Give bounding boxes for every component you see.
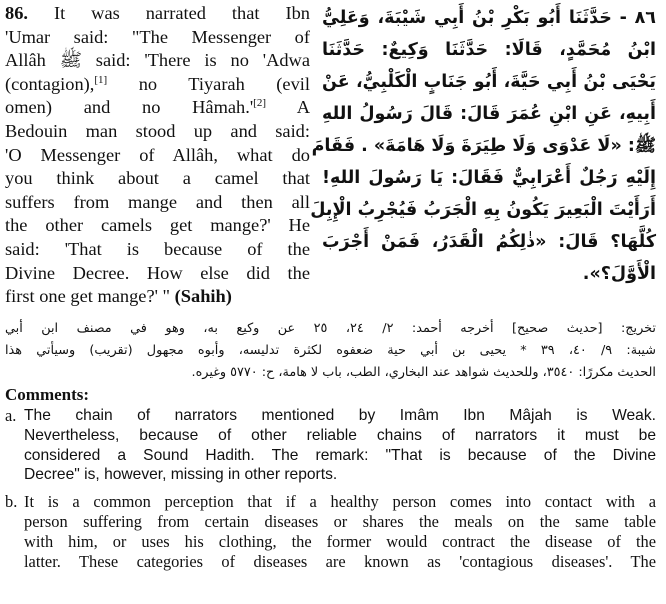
arabic-line: أَرَأَيْتَ الْبَعِيرَ يَكُونُ بِهِ الْجَرَبُ فَيُجْرِبُ الْإِبِلَ [310,200,656,220]
arabic-line: ﷺ: «لَا عَدْوَى وَلَا طِيَرَةَ وَلَا هَامَةَ» . فَقَامَ [311,136,656,156]
arabic-line: أَبِيهِ، عَنِ ابْنِ عُمَرَ قَالَ: قَالَ رَسُولُ اللهِ [322,104,656,124]
english-line: 86. It was narrated that Ibn [5,3,310,23]
takhrij-line: شيبة: ٩/ ٤٠، ٣٩ * يحيى بن أبي حية ضعفوه لكثرة تدليسه، وأبوه مجهول (تقريب) وسيأتي هذا [5,343,657,358]
takhrij-line: الحديث مكررًا: ٣٥٤٠، وللحديث شواهد عند البخاري، الطب، باب لا هامة، ح: ٥٧٧٠ وغيره. [191,365,656,380]
comment-line: It is a common perception that if a healthy person comes into contact with a [24,492,656,512]
english-line: first one get mange?' " (Sahih) [5,286,232,307]
comment-item [5,492,656,571]
footnote-marker: [1] [94,73,108,86]
comments-list [5,406,656,578]
comment-item [5,406,656,485]
english-line: Bedouin man stood up and said: [5,120,310,141]
arabic-line: ابْنُ مُحَمَّدٍ، قَالَا: حَدَّثَنَا وَكِيعٌ: حَدَّثَنَا [322,40,656,60]
english-line: (contagion),[1] no Tiyarah (evil [5,73,310,94]
comments-heading: Comments: [5,385,90,404]
comment-line: person suffering from certain diseases or shares the meals on the same table [24,511,656,531]
english-line: said: 'That is because of the [5,238,310,259]
comment-marker: a. [5,406,17,425]
hadith-arabic-text [310,2,656,290]
takhrij-line: تخريج: [حديث صحيح] أخرجه أحمد: ٢/ ٢٤، ٢٥ عن وكيع به، وهو في مصنف ابن أبي [5,321,656,336]
comment-line: Nevertheless, because of other reliable chains of narrators it must be [24,426,656,444]
english-line: the other camels get mange?' He [5,215,310,236]
english-line: suffers from mange and then all [5,191,310,212]
arabic-line: كُلَّهَا؟ قَالَ: «ذٰلِكُمُ الْقَدَرُ، فَمَنْ أَجْرَبَ [322,232,656,252]
arabic-line: إِلَيْهِ رَجُلٌ أَعْرَابِيٌّ فَقَالَ: يَا رَسُولَ اللهِ! [322,168,656,188]
english-line: you think about a camel that [5,168,310,189]
english-line: 'Umar said: "The Messenger of [5,26,310,47]
comment-line: latter. These categories of diseases are known as 'contagious diseases'. The [24,551,656,571]
english-line: omen) and no Hâmah.'[2] A [5,97,310,118]
footnote-marker: [2] [253,97,266,110]
arabic-line: يَحْيَى بْنُ أَبِي حَيَّةَ، أَبُو جَنَابٍ الْكَلْبِيُّ، عَنْ [322,72,656,92]
arabic-line: الْأَوَّلَ؟». [582,264,656,284]
comment-line: Decree" is, however, missing in other reports. [24,466,338,484]
grading: (Sahih) [174,286,232,307]
comment-marker: b. [5,492,18,512]
arabic-line: ٨٦ - حَدَّثَنَا أَبُو بَكْرِ بْنُ أَبِي شَيْبَةَ، وَعَلِيُّ [322,8,656,28]
comment-line: with him, or uses his clothing, the former would contract the disease of the [24,531,656,551]
english-line: 'O Messenger of Allâh, what do [5,144,310,165]
comment-line: considered a Sound Hadith. The remark: "That is because of the Divine [24,446,656,464]
takhrij-note [5,318,656,384]
hadith-english-text [5,2,310,309]
english-line: Divine Decree. How else did the [5,262,310,283]
english-line: Allâh ﷺ said: 'There is no 'Adwa [5,50,310,71]
comment-line: The chain of narrators mentioned by Imâm Ibn Mâjah is Weak. [24,407,656,424]
hadith-number: 86. [5,3,28,23]
